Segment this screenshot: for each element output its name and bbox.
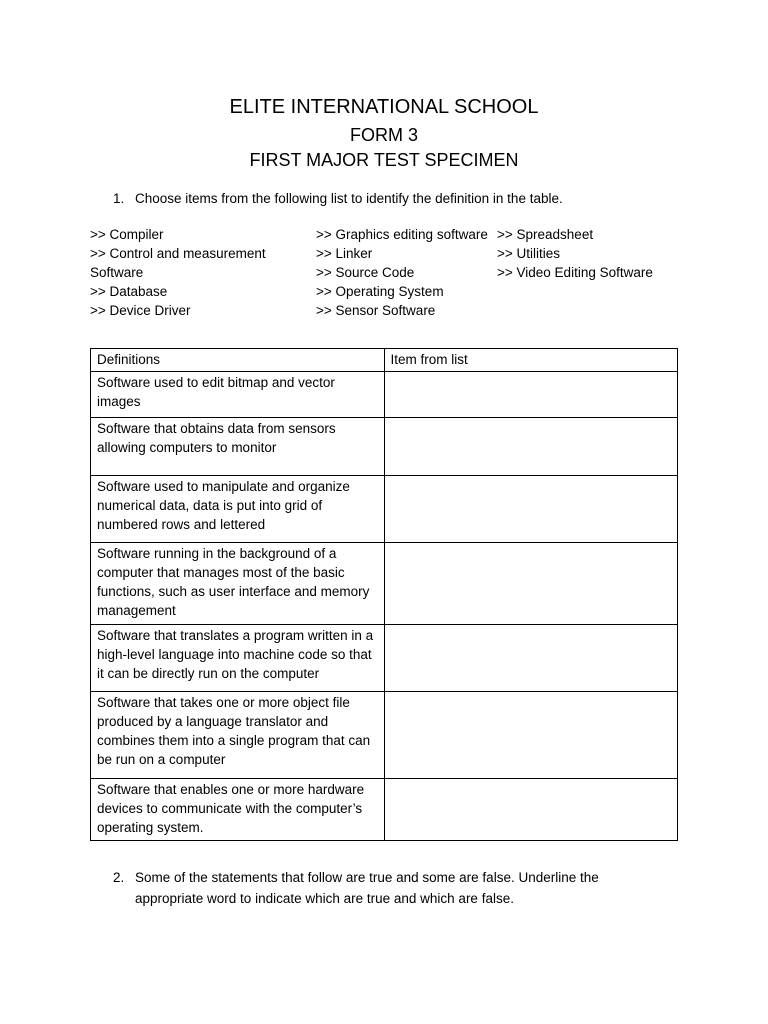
form-title: FORM 3 (349, 125, 418, 145)
table-header-row (91, 349, 678, 372)
table-row (91, 779, 678, 841)
word-list-item: >> Control and measurement (90, 246, 266, 261)
question-1-number: 1. (113, 191, 125, 206)
word-list-column-3 (497, 225, 697, 282)
question-2-number: 2. (113, 870, 125, 885)
definition-cell: Software that enables one or more hardware devices to communicate with the computer’s operating system. (91, 779, 385, 841)
answer-cell[interactable] (384, 372, 678, 418)
definition-cell: Software running in the background of a computer that manages most of the basic functions, such as user interface and memory management (91, 543, 385, 625)
table-row (91, 625, 678, 692)
word-list-item: >> Compiler (90, 227, 164, 242)
definition-cell: Software used to edit bitmap and vector images (91, 372, 385, 418)
word-list-item: >> Graphics editing software (316, 227, 488, 242)
word-list-item: >> Utilities (497, 246, 561, 261)
table-row (91, 372, 678, 418)
word-list-item: >> Source Code (316, 265, 415, 280)
definition-cell: Software that takes one or more object file produced by a language translator and combines them into a single program that can be run on a computer (91, 692, 385, 779)
table-row (91, 476, 678, 543)
word-list-item: >> Linker (316, 246, 373, 261)
definition-cell: Software that translates a program written in a high-level language into machine code so that it can be directly run on the computer (91, 625, 385, 692)
answer-cell[interactable] (384, 543, 678, 625)
definition-cell: Software used to manipulate and organize numerical data, data is put into grid of numbered rows and lettered (91, 476, 385, 543)
question-1-text: Choose items from the following list to identify the definition in the table. (135, 191, 563, 206)
word-list-item: >> Video Editing Software (497, 265, 653, 280)
word-list-item: >> Operating System (316, 284, 444, 299)
answer-cell[interactable] (384, 779, 678, 841)
question-2 (113, 867, 653, 911)
question-1 (113, 188, 693, 209)
answer-cell[interactable] (384, 476, 678, 543)
word-list-column-1 (90, 225, 305, 320)
school-name: ELITE INTERNATIONAL SCHOOL (229, 96, 539, 118)
table-row (91, 543, 678, 625)
answer-cell[interactable] (384, 625, 678, 692)
definition-cell: Software that obtains data from sensors allowing computers to monitor (91, 418, 385, 476)
header-definitions: Definitions (91, 349, 385, 372)
word-list-column-2 (316, 225, 496, 320)
word-list-item: >> Device Driver (90, 303, 191, 318)
word-list-item: >> Spreadsheet (497, 227, 594, 242)
word-list-item: >> Database (90, 284, 168, 299)
header-item-from-list: Item from list (384, 349, 678, 372)
definitions-table (90, 348, 678, 841)
table-row (91, 692, 678, 779)
word-list-item: Software (90, 265, 144, 280)
test-title: FIRST MAJOR TEST SPECIMEN (249, 150, 519, 170)
answer-cell[interactable] (384, 418, 678, 476)
question-2-text: Some of the statements that follow are true and some are false. Underline the appropriate word to indicate which are true and which are false. (135, 870, 599, 906)
word-list-item: >> Sensor Software (316, 303, 436, 318)
answer-cell[interactable] (384, 692, 678, 779)
table-row (91, 418, 678, 476)
